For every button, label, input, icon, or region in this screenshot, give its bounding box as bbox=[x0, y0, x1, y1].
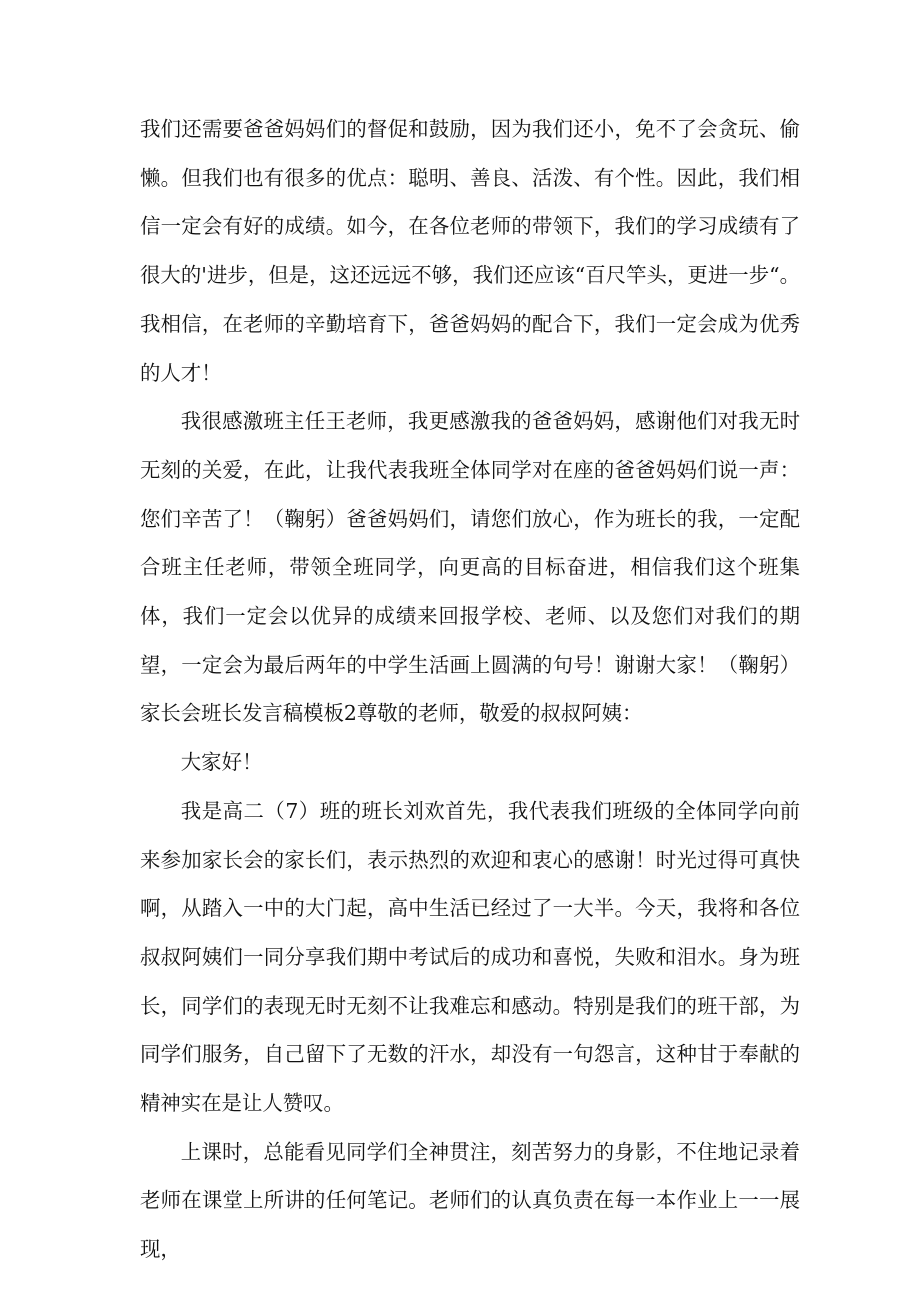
paragraph-5: 上课时，总能看见同学们全神贯注，刻苦努力的身影，不住地记录着老师在课堂上所讲的任何笔记。老师们的认真负责在每一本作业上一一展现， bbox=[140, 1139, 800, 1262]
paragraph-4: 我是高二（7）班的班长刘欢首先，我代表我们班级的全体同学向前来参加家长会的家长们，表示热烈的欢迎和衷心的感谢！时光过得可真快啊，从踏入一中的大门起，高中生活已经过了一大半。今天，我将和各位叔叔阿姨们一同分享我们期中考试后的成功和喜悦，失败和泪水。身为班长，同学们的表现无时无刻不让我难忘和感动。特别是我们的班干部，为同学们服务，自己留下了无数的汗水，却没有一句怨言，这种甘于奉献的精神实在是让人赞叹。 bbox=[140, 798, 800, 1116]
paragraph-2: 我很感激班主任王老师，我更感激我的爸爸妈妈，感谢他们对我无时无刻的关爱，在此，让我代表我班全体同学对在座的爸爸妈妈们说一声：您们辛苦了！（鞠躬）爸爸妈妈们，请您们放心，作为班长的我，一定配合班主任老师，带领全班同学，向更高的目标奋进，相信我们这个班集体，我们一定会以优异的成绩来回报学校、老师、以及您们对我们的期望，一定会为最后两年的中学生活画上圆满的句号！谢谢大家！（鞠躬）家长会班长发言稿模板2尊敬的老师，敬爱的叔叔阿姨： bbox=[140, 409, 800, 726]
paragraph-1: 我们还需要爸爸妈妈们的督促和鼓励，因为我们还小，免不了会贪玩、偷懒。但我们也有很多的优点：聪明、善良、活泼、有个性。因此，我们相信一定会有好的成绩。如今，在各位老师的带领下，我们的学习成绩有了很大的'进步，但是，这还远远不够，我们还应该“百尺竿头，更进一步“。我相信，在老师的辛勤培育下，爸爸妈妈的配合下，我们一定会成为优秀的人才！ bbox=[140, 117, 800, 385]
document-page bbox=[140, 105, 800, 1274]
paragraph-3: 大家好！ bbox=[180, 750, 263, 775]
